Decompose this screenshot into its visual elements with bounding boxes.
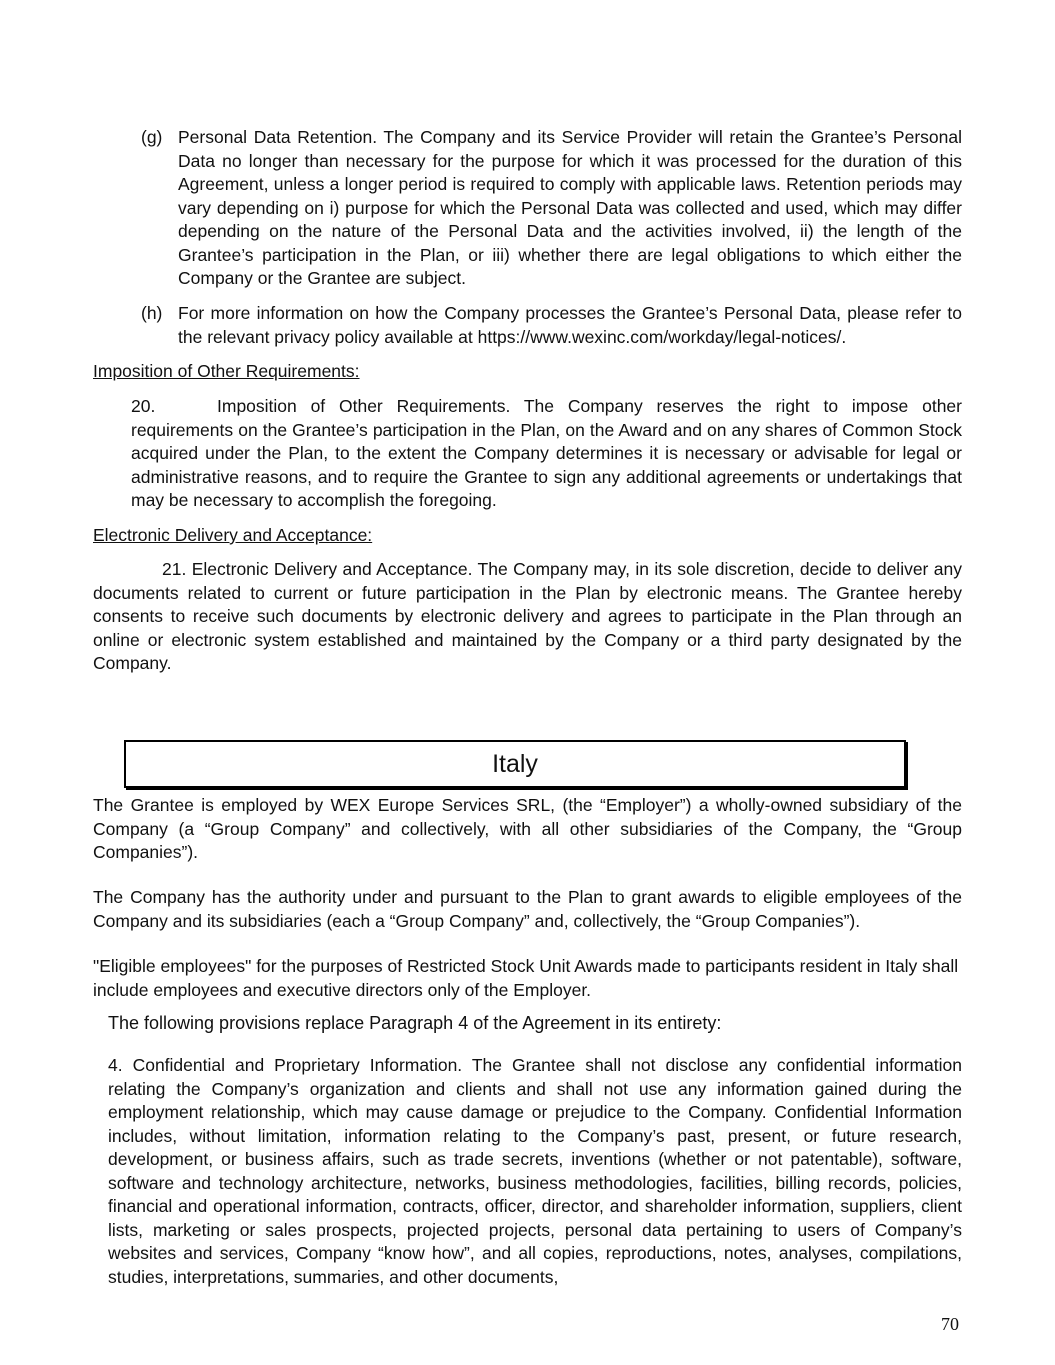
list-marker: (g) — [141, 127, 163, 147]
paragraph-number: 20. — [131, 396, 156, 416]
list-item-text: For more information on how the Company processes the Grantee’s Personal Data, please refer to the relevant privacy policy available at https://www.wexinc.com/workday/legal-notices/. — [178, 303, 962, 347]
list-item-text: Personal Data Retention. The Company and its Service Provider will retain the Grantee’s Personal Data no longer than necessary for the purpose for which it was processed for the duration of this Agreement, unless a longer period is required to comply with applicable laws. Retention periods may vary depending on i) purpose for which the Personal Data was collected and used, which may differ depending on the nature of the Personal Data and the activities involved, ii) the length of the Grantee’s participation in the Plan, or iii) whether there are legal obligations to which either the Company or the Grantee are subject. — [178, 127, 962, 288]
country-banner-title: Italy — [492, 749, 538, 778]
paragraph-20 — [131, 395, 962, 513]
replacement-intro: The following provisions replace Paragraph 4 of the Agreement in its entirety: — [108, 1013, 722, 1033]
paragraph-text: Imposition of Other Requirements. The Company reserves the right to impose other requirements on the Grantee’s participation in the Plan, on the Award and on any shares of Common Stock acquired under the Plan, to the extent the Company determines it is necessary or advisable for legal or administrative reasons, and to require the Grantee to sign any additional agreements or undertakings that may be necessary to accomplish the foregoing. — [131, 396, 962, 510]
section-heading-imposition: Imposition of Other Requirements: — [93, 361, 360, 381]
list-marker: (h) — [141, 303, 163, 323]
italy-paragraph-eligible: "Eligible employees" for the purposes of Restricted Stock Unit Awards made to participants resident in Italy shall include employees and executive directors only of the Employer. — [93, 956, 959, 1000]
paragraph-21: 21. Electronic Delivery and Acceptance. The Company may, in its sole discretion, decide to deliver any documents related to current or future participation in the Plan by electronic means. The Grantee hereby consents to receive such documents by electronic delivery and agrees to participate in the Plan through an online or electronic system established and maintained by the Company or a third party designated by the Company. — [93, 559, 962, 673]
italy-paragraph-authority: The Company has the authority under and pursuant to the Plan to grant awards to eligible employees of the Company and its subsidiaries (each a “Group Company” and, collectively, the “Group Companies”). — [93, 887, 962, 931]
paragraph-4-confidential: 4. Confidential and Proprietary Information. The Grantee shall not disclose any confidential information relating the Company’s organization and clients and shall not use any information gained during the employment relationship, which may cause damage or prejudice to the Company. Confidential Information includes, without limitation, information relating to the Company’s past, present, or future research, development, or business affairs, such as trade secrets, inventions (whether or not patentable), software, software and technology architecture, networks, business methodologies, facilities, billing records, policies, financial and operational information, contracts, officer, director, and shareholder information, suppliers, client lists, marketing or sales prospects, projected projects, personal data pertaining to users of Company’s websites and services, Company “know how”, and all copies, reproductions, notes, analyses, compilations, studies, interpretations, summaries, and other documents, — [108, 1055, 962, 1287]
italy-paragraph-employer: The Grantee is employed by WEX Europe Services SRL, (the “Employer”) a wholly-owned subsidiary of the Company (a “Group Company” and collectively, with all other subsidiaries of the Company, the “Group Companies”). — [93, 795, 962, 862]
page-number: 70 — [941, 1314, 959, 1334]
country-banner — [124, 740, 906, 788]
section-heading-electronic: Electronic Delivery and Acceptance: — [93, 525, 373, 545]
